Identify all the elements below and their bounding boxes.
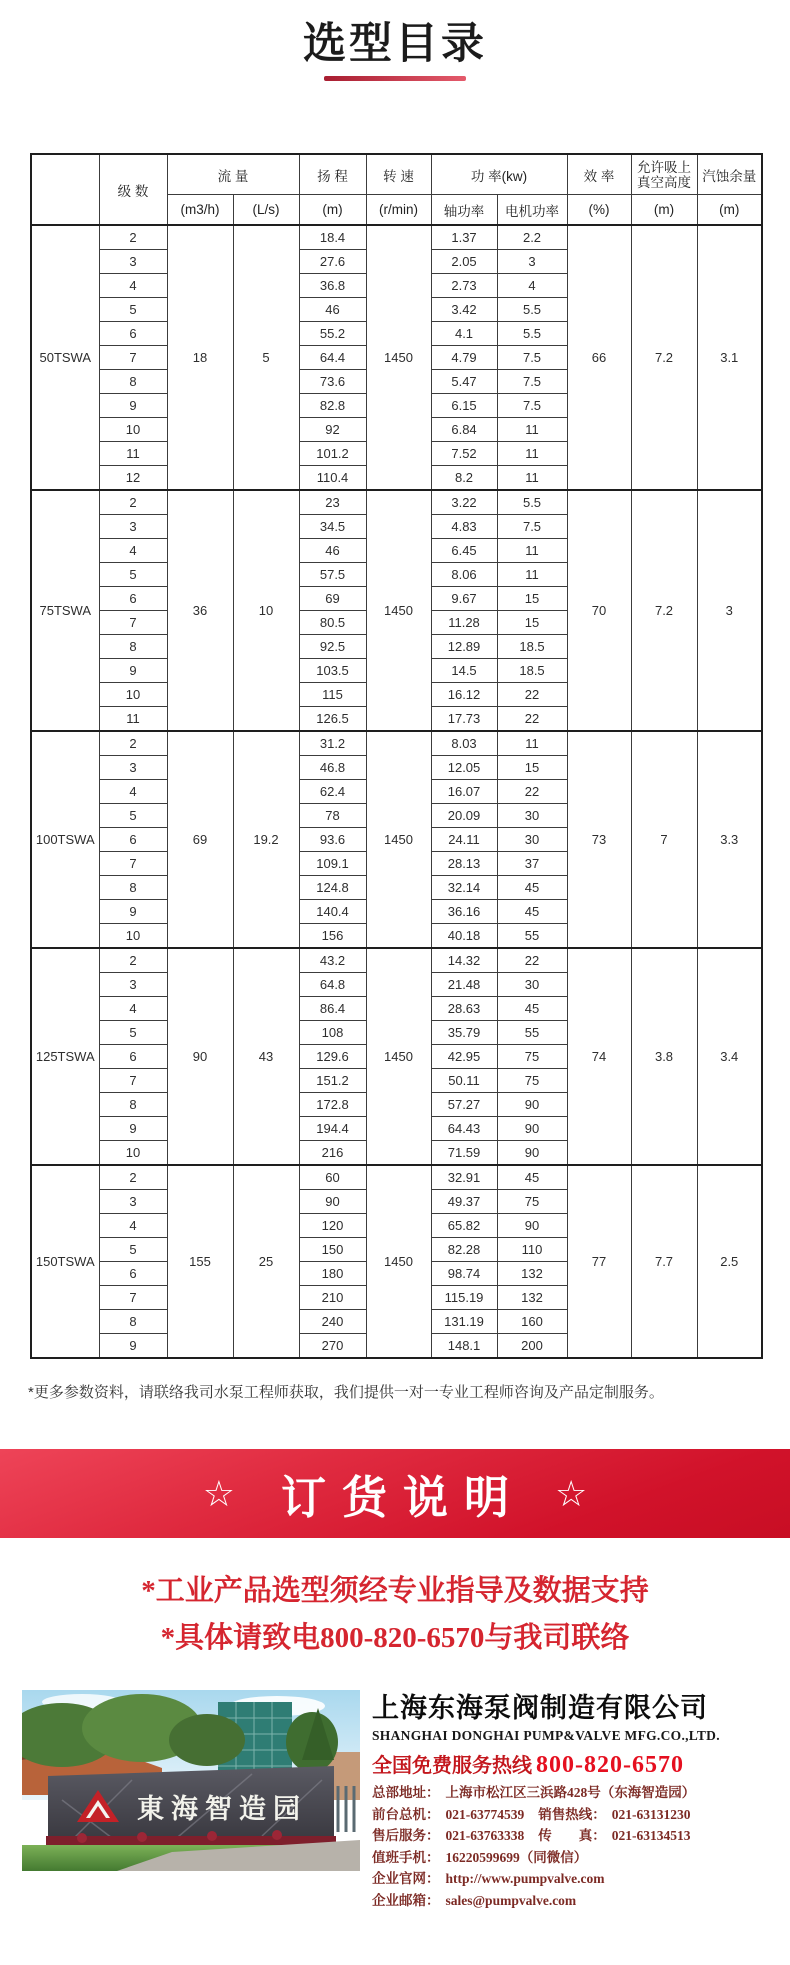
shaft-power-cell: 1.37: [431, 225, 497, 250]
shaft-power-cell: 14.32: [431, 948, 497, 973]
motor-power-cell: 3: [497, 250, 567, 274]
service-hotline: [372, 1749, 782, 1779]
stages-cell: 6: [99, 828, 167, 852]
hotline-label: 全国免费服务热线: [372, 1755, 532, 1777]
shaft-power-cell: 28.13: [431, 852, 497, 876]
sign-text: 東海智造园: [137, 1794, 307, 1824]
stages-cell: 10: [99, 418, 167, 442]
stages-cell: 5: [99, 298, 167, 322]
shaft-power-cell: 64.43: [431, 1117, 497, 1141]
motor-power-cell: 5.5: [497, 298, 567, 322]
table-row: [31, 948, 762, 973]
company-name-cn: 上海东海泵阀制造有限公司: [372, 1693, 708, 1723]
motor-power-cell: 11: [497, 466, 567, 491]
suction-cell: 7.2: [631, 490, 697, 731]
head-cell: 46: [299, 298, 366, 322]
stages-cell: 7: [99, 346, 167, 370]
table-row: [31, 225, 762, 250]
stages-cell: 5: [99, 563, 167, 587]
stages-cell: 11: [99, 442, 167, 466]
head-cell: 156: [299, 924, 366, 949]
motor-power-cell: 11: [497, 563, 567, 587]
flow-ls-cell: 19.2: [233, 731, 299, 948]
contact-label: 总部地址：: [372, 1785, 440, 1800]
head-cell: 73.6: [299, 370, 366, 394]
efficiency-cell: 70: [567, 490, 631, 731]
motor-power-cell: 15: [497, 587, 567, 611]
stages-cell: 3: [99, 1190, 167, 1214]
motor-power-cell: 7.5: [497, 515, 567, 539]
stages-cell: 3: [99, 515, 167, 539]
head-cell: 64.4: [299, 346, 366, 370]
head-cell: 129.6: [299, 1045, 366, 1069]
contact-value: sales@pumpvalve.com: [445, 1892, 577, 1908]
contact-value: 021-63131230: [611, 1806, 691, 1822]
motor-power-cell: 30: [497, 828, 567, 852]
shaft-power-cell: 20.09: [431, 804, 497, 828]
head-cell: 126.5: [299, 707, 366, 732]
flow-ls-cell: 25: [233, 1165, 299, 1358]
stages-cell: 8: [99, 1310, 167, 1334]
stages-cell: 3: [99, 756, 167, 780]
head-cell: 18.4: [299, 225, 366, 250]
suction-cell: 3.8: [631, 948, 697, 1165]
suction-unit: (m): [631, 195, 697, 226]
stages-cell: 4: [99, 274, 167, 298]
shaft-power-cell: 9.67: [431, 587, 497, 611]
motor-power-cell: 22: [497, 948, 567, 973]
title-underline-decoration: [324, 76, 466, 81]
model-cell: 75TSWA: [31, 490, 99, 731]
contact-value: 021-63763338: [445, 1828, 525, 1843]
motor-power-cell: 45: [497, 876, 567, 900]
table-row: [31, 731, 762, 756]
notice-line-2: *具体请致电800-820-6570与我司联络: [160, 1622, 630, 1654]
motor-power-cell: 90: [497, 1093, 567, 1117]
head-cell: 140.4: [299, 900, 366, 924]
flow-ls-cell: 5: [233, 225, 299, 490]
shaft-power-cell: 40.18: [431, 924, 497, 949]
stages-cell: 4: [99, 1214, 167, 1238]
motor-power-cell: 132: [497, 1262, 567, 1286]
head-cell: 108: [299, 1021, 366, 1045]
shaft-power-cell: 4.1: [431, 322, 497, 346]
power-header: 功 率(kw): [431, 154, 567, 195]
stages-header: 级 数: [99, 154, 167, 225]
shaft-power-cell: 32.91: [431, 1165, 497, 1190]
motor-power-cell: 45: [497, 997, 567, 1021]
shaft-power-cell: 3.22: [431, 490, 497, 515]
contact-line: [372, 1890, 782, 1912]
head-cell: 69: [299, 587, 366, 611]
head-cell: 92: [299, 418, 366, 442]
hotline-number: 800-820-6570: [536, 1752, 684, 1778]
stages-cell: 10: [99, 683, 167, 707]
table-row: [31, 490, 762, 515]
motor-power-cell: 37: [497, 852, 567, 876]
motor-power-cell: 200: [497, 1334, 567, 1359]
shaft-power-cell: 6.84: [431, 418, 497, 442]
shaft-power-cell: 14.5: [431, 659, 497, 683]
stages-cell: 3: [99, 250, 167, 274]
shaft-power-cell: 24.11: [431, 828, 497, 852]
head-cell: 124.8: [299, 876, 366, 900]
contact-label: 值班手机：: [372, 1849, 440, 1865]
npsh-cell: 2.5: [697, 1165, 762, 1358]
stages-cell: 4: [99, 539, 167, 563]
head-cell: 57.5: [299, 563, 366, 587]
shaft-power-cell: 8.03: [431, 731, 497, 756]
contact-line: [372, 1782, 782, 1804]
head-cell: 27.6: [299, 250, 366, 274]
contact-line: [372, 1847, 782, 1869]
motor-power-cell: 75: [497, 1069, 567, 1093]
suction-cell: 7: [631, 731, 697, 948]
head-cell: 93.6: [299, 828, 366, 852]
stages-cell: 6: [99, 587, 167, 611]
flow-m3h-cell: 155: [167, 1165, 233, 1358]
suction-cell: 7.2: [631, 225, 697, 490]
shaft-power-cell: 57.27: [431, 1093, 497, 1117]
table-header: [31, 154, 762, 225]
stages-cell: 2: [99, 490, 167, 515]
star-icon: ☆: [555, 1472, 588, 1514]
page-title: 选型目录: [303, 20, 487, 68]
shaft-power-cell: 8.06: [431, 563, 497, 587]
head-cell: 62.4: [299, 780, 366, 804]
shaft-power-cell: 36.16: [431, 900, 497, 924]
contact-value: 16220599699（同微信）: [445, 1849, 588, 1865]
head-cell: 43.2: [299, 948, 366, 973]
head-cell: 240: [299, 1310, 366, 1334]
speed-header: 转 速: [366, 154, 431, 195]
head-cell: 55.2: [299, 322, 366, 346]
contact-value: 上海市松江区三浜路428号（东海智造园）: [445, 1785, 696, 1800]
npsh-cell: 3.4: [697, 948, 762, 1165]
flow-m3h-cell: 18: [167, 225, 233, 490]
shaft-power-cell: 71.59: [431, 1141, 497, 1166]
stages-cell: 3: [99, 973, 167, 997]
contact-line: [372, 1825, 782, 1847]
shaft-power-cell: 2.05: [431, 250, 497, 274]
motor-power-cell: 18.5: [497, 659, 567, 683]
motor-power-cell: 7.5: [497, 370, 567, 394]
stages-cell: 5: [99, 804, 167, 828]
speed-cell: 1450: [366, 490, 431, 731]
head-cell: 34.5: [299, 515, 366, 539]
company-name-en: SHANGHAI DONGHAI PUMP&VALVE MFG.CO.,LTD.: [372, 1728, 720, 1743]
stages-cell: 7: [99, 852, 167, 876]
shaft-power-cell: 8.2: [431, 466, 497, 491]
stages-cell: 7: [99, 1069, 167, 1093]
shaft-power-cell: 131.19: [431, 1310, 497, 1334]
head-cell: 60: [299, 1165, 366, 1190]
model-cell: 150TSWA: [31, 1165, 99, 1358]
notice-line-1: *工业产品选型须经专业指导及数据支持: [141, 1575, 649, 1607]
stages-cell: 8: [99, 876, 167, 900]
star-icon: ☆: [202, 1472, 235, 1514]
motor-power-cell: 90: [497, 1141, 567, 1166]
shaft-power-cell: 115.19: [431, 1286, 497, 1310]
flow-ls-cell: 43: [233, 948, 299, 1165]
head-cell: 120: [299, 1214, 366, 1238]
shaft-power-cell: 148.1: [431, 1334, 497, 1359]
shaft-power-cell: 65.82: [431, 1214, 497, 1238]
flow-unit-m3h: (m3/h): [167, 195, 233, 226]
flow-header: 流 量: [167, 154, 299, 195]
head-cell: 31.2: [299, 731, 366, 756]
suction-header-line2: 真空高度: [637, 174, 692, 190]
footnote-text: *更多参数资料，请联络我司水泵工程师获取，我们提供一对一专业工程师咨询及产品定制服务。: [28, 1384, 664, 1401]
motor-power-cell: 11: [497, 442, 567, 466]
stages-cell: 5: [99, 1238, 167, 1262]
head-cell: 103.5: [299, 659, 366, 683]
head-cell: 78: [299, 804, 366, 828]
npsh-cell: 3.3: [697, 731, 762, 948]
shaft-power-cell: 2.73: [431, 274, 497, 298]
company-info: [372, 1686, 782, 1911]
motor-power-cell: 22: [497, 780, 567, 804]
contact-label: 售后服务：: [372, 1828, 440, 1843]
head-cell: 92.5: [299, 635, 366, 659]
contact-value: 021-63774539: [445, 1806, 525, 1822]
shaft-power-cell: 4.83: [431, 515, 497, 539]
efficiency-cell: 73: [567, 731, 631, 948]
motor-power-cell: 45: [497, 900, 567, 924]
motor-power-cell: 2.2: [497, 225, 567, 250]
shaft-power-cell: 4.79: [431, 346, 497, 370]
suction-header: [631, 154, 697, 195]
shaft-power-cell: 35.79: [431, 1021, 497, 1045]
efficiency-cell: 77: [567, 1165, 631, 1358]
stages-cell: 2: [99, 225, 167, 250]
model-cell: 50TSWA: [31, 225, 99, 490]
shaft-power-cell: 17.73: [431, 707, 497, 732]
factory-photo: [22, 1690, 360, 1871]
motor-power-header: 电机功率: [497, 195, 567, 226]
npsh-unit: (m): [697, 195, 762, 226]
stages-cell: 6: [99, 322, 167, 346]
stages-cell: 7: [99, 1286, 167, 1310]
shaft-power-cell: 42.95: [431, 1045, 497, 1069]
stages-cell: 9: [99, 1334, 167, 1359]
flow-ls-cell: 10: [233, 490, 299, 731]
shaft-power-cell: 5.47: [431, 370, 497, 394]
stages-cell: 4: [99, 780, 167, 804]
stages-cell: 2: [99, 1165, 167, 1190]
speed-unit: (r/min): [366, 195, 431, 226]
stages-cell: 6: [99, 1045, 167, 1069]
motor-power-cell: 45: [497, 1165, 567, 1190]
shaft-power-cell: 12.05: [431, 756, 497, 780]
efficiency-cell: 74: [567, 948, 631, 1165]
stages-cell: 12: [99, 466, 167, 491]
head-header: 扬 程: [299, 154, 366, 195]
model-cell: 100TSWA: [31, 731, 99, 948]
contact-lines: [372, 1782, 782, 1911]
contact-label: 销售热线：: [538, 1806, 606, 1822]
selection-table-container: [30, 153, 761, 1359]
table-body: [31, 225, 762, 1358]
head-cell: 86.4: [299, 997, 366, 1021]
head-cell: 151.2: [299, 1069, 366, 1093]
head-cell: 115: [299, 683, 366, 707]
efficiency-header: 效 率: [567, 154, 631, 195]
speed-cell: 1450: [366, 731, 431, 948]
contact-value: 021-63134513: [611, 1828, 691, 1843]
motor-power-cell: 90: [497, 1214, 567, 1238]
stages-cell: 6: [99, 1262, 167, 1286]
model-cell: 125TSWA: [31, 948, 99, 1165]
stages-cell: 2: [99, 948, 167, 973]
shaft-power-cell: 32.14: [431, 876, 497, 900]
shaft-power-cell: 49.37: [431, 1190, 497, 1214]
head-cell: 270: [299, 1334, 366, 1359]
shaft-power-cell: 82.28: [431, 1238, 497, 1262]
flow-m3h-cell: 69: [167, 731, 233, 948]
shaft-power-cell: 28.63: [431, 997, 497, 1021]
efficiency-unit: (%): [567, 195, 631, 226]
head-cell: 216: [299, 1141, 366, 1166]
flow-m3h-cell: 90: [167, 948, 233, 1165]
stages-cell: 9: [99, 900, 167, 924]
head-unit: (m): [299, 195, 366, 226]
shaft-power-header: 轴功率: [431, 195, 497, 226]
speed-cell: 1450: [366, 948, 431, 1165]
suction-cell: 7.7: [631, 1165, 697, 1358]
shaft-power-cell: 98.74: [431, 1262, 497, 1286]
stages-cell: 10: [99, 924, 167, 949]
head-cell: 180: [299, 1262, 366, 1286]
motor-power-cell: 18.5: [497, 635, 567, 659]
shaft-power-cell: 16.12: [431, 683, 497, 707]
stages-cell: 11: [99, 707, 167, 732]
shaft-power-cell: 7.52: [431, 442, 497, 466]
head-cell: 64.8: [299, 973, 366, 997]
stages-cell: 7: [99, 611, 167, 635]
npsh-cell: 3: [697, 490, 762, 731]
stages-cell: 8: [99, 635, 167, 659]
head-cell: 150: [299, 1238, 366, 1262]
motor-power-cell: 5.5: [497, 490, 567, 515]
contact-label: 企业邮箱：: [372, 1892, 440, 1908]
head-cell: 110.4: [299, 466, 366, 491]
contact-label: 前台总机：: [372, 1806, 440, 1822]
shaft-power-cell: 16.07: [431, 780, 497, 804]
stages-cell: 2: [99, 731, 167, 756]
head-cell: 109.1: [299, 852, 366, 876]
motor-power-cell: 75: [497, 1045, 567, 1069]
factory-photo-illustration: [22, 1690, 360, 1871]
stages-cell: 8: [99, 1093, 167, 1117]
motor-power-cell: 15: [497, 611, 567, 635]
contact-line: [372, 1868, 782, 1890]
contact-label: 传 真：: [538, 1828, 606, 1843]
motor-power-cell: 15: [497, 756, 567, 780]
shaft-power-cell: 11.28: [431, 611, 497, 635]
motor-power-cell: 7.5: [497, 394, 567, 418]
motor-power-cell: 22: [497, 683, 567, 707]
shaft-power-cell: 21.48: [431, 973, 497, 997]
motor-power-cell: 30: [497, 804, 567, 828]
head-cell: 36.8: [299, 274, 366, 298]
shaft-power-cell: 3.42: [431, 298, 497, 322]
head-cell: 210: [299, 1286, 366, 1310]
flow-m3h-cell: 36: [167, 490, 233, 731]
motor-power-cell: 160: [497, 1310, 567, 1334]
table-row: [31, 1165, 762, 1190]
model-header: [31, 154, 99, 225]
motor-power-cell: 11: [497, 731, 567, 756]
head-cell: 172.8: [299, 1093, 366, 1117]
motor-power-cell: 4: [497, 274, 567, 298]
stages-cell: 9: [99, 659, 167, 683]
head-cell: 90: [299, 1190, 366, 1214]
head-cell: 23: [299, 490, 366, 515]
efficiency-cell: 66: [567, 225, 631, 490]
stages-cell: 10: [99, 1141, 167, 1166]
suction-header-line1: 允许吸上: [637, 159, 692, 175]
motor-power-cell: 110: [497, 1238, 567, 1262]
shaft-power-cell: 6.15: [431, 394, 497, 418]
stages-cell: 8: [99, 370, 167, 394]
head-cell: 80.5: [299, 611, 366, 635]
motor-power-cell: 7.5: [497, 346, 567, 370]
flow-unit-ls: (L/s): [233, 195, 299, 226]
selection-table: [30, 153, 763, 1359]
shaft-power-cell: 12.89: [431, 635, 497, 659]
npsh-cell: 3.1: [697, 225, 762, 490]
shaft-power-cell: 6.45: [431, 539, 497, 563]
stages-cell: 9: [99, 1117, 167, 1141]
stages-cell: 9: [99, 394, 167, 418]
banner-title: 订货说明: [280, 1472, 525, 1523]
order-instructions-banner: [0, 1449, 790, 1538]
motor-power-cell: 22: [497, 707, 567, 732]
stages-cell: 5: [99, 1021, 167, 1045]
contact-value: http://www.pumpvalve.com: [445, 1871, 605, 1886]
motor-power-cell: 75: [497, 1190, 567, 1214]
head-cell: 194.4: [299, 1117, 366, 1141]
selection-notices: [0, 1568, 790, 1662]
head-cell: 101.2: [299, 442, 366, 466]
motor-power-cell: 55: [497, 924, 567, 949]
motor-power-cell: 5.5: [497, 322, 567, 346]
stages-cell: 4: [99, 997, 167, 1021]
motor-power-cell: 30: [497, 973, 567, 997]
npsh-header: 汽蚀余量: [697, 154, 762, 195]
motor-power-cell: 132: [497, 1286, 567, 1310]
head-cell: 46: [299, 539, 366, 563]
motor-power-cell: 11: [497, 418, 567, 442]
head-cell: 46.8: [299, 756, 366, 780]
motor-power-cell: 55: [497, 1021, 567, 1045]
motor-power-cell: 90: [497, 1117, 567, 1141]
shaft-power-cell: 50.11: [431, 1069, 497, 1093]
speed-cell: 1450: [366, 225, 431, 490]
contact-line: [372, 1804, 782, 1826]
head-cell: 82.8: [299, 394, 366, 418]
speed-cell: 1450: [366, 1165, 431, 1358]
motor-power-cell: 11: [497, 539, 567, 563]
contact-label: 企业官网：: [372, 1871, 440, 1886]
